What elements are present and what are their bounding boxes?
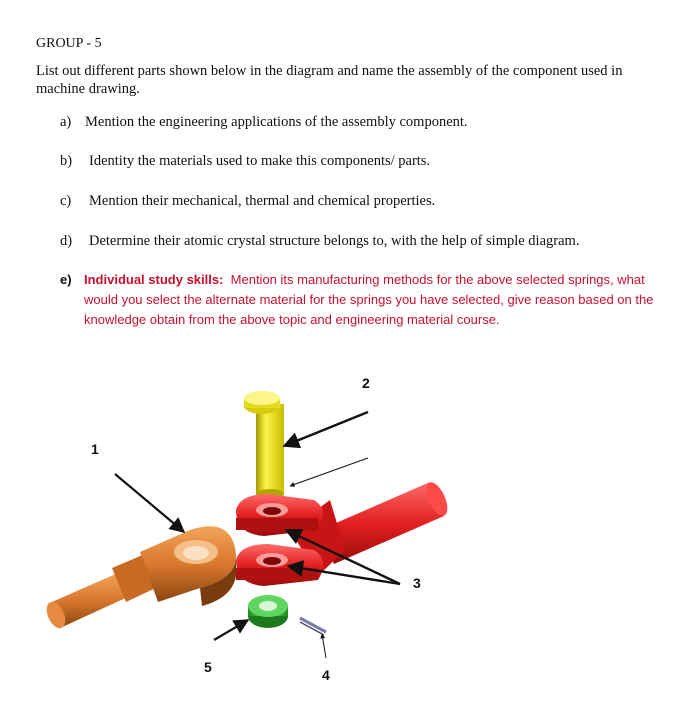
question-label: d) <box>60 233 73 249</box>
page-title: GROUP - 5 <box>36 36 102 51</box>
question-e-heading: Individual study skills: <box>84 272 224 287</box>
question-label: a) <box>60 114 72 130</box>
fork-part <box>236 479 452 586</box>
arrow-1 <box>115 474 184 532</box>
label-5: 5 <box>204 659 212 675</box>
intro-paragraph: List out different parts shown below in the diagram and name the assembly of the component used in machine drawing. <box>36 63 623 97</box>
split-pin-part <box>300 618 326 635</box>
question-e-text: Mention its manufacturing methods for the above selected springs, what would you select the alternate material for the springs you have selected, give reason based on the knowledge obtain from the above topic and engineering material course. <box>84 272 654 327</box>
arrow-2-lower <box>290 458 368 486</box>
arrow-2-upper <box>284 412 368 446</box>
question-label: b) <box>60 153 73 169</box>
washer-part <box>248 595 288 628</box>
label-1: 1 <box>91 441 99 457</box>
pin-part <box>244 391 284 499</box>
question-e-body <box>84 270 664 330</box>
question-text: Identity the materials used to make this components/ parts. <box>89 153 431 169</box>
question-label: e) <box>60 272 72 287</box>
label-3: 3 <box>413 575 421 591</box>
rod-end-part <box>43 526 236 631</box>
knuckle-joint-diagram <box>0 340 678 713</box>
label-4: 4 <box>322 667 330 683</box>
label-2: 2 <box>362 375 370 391</box>
arrow-4 <box>322 634 326 658</box>
question-label: c) <box>60 193 72 209</box>
question-text: Mention the engineering applications of the assembly component. <box>85 114 468 130</box>
question-text: Determine their atomic crystal structure belongs to, with the help of simple diagram. <box>89 233 580 249</box>
question-text: Mention their mechanical, thermal and chemical properties. <box>89 193 436 209</box>
arrow-5 <box>214 620 248 640</box>
